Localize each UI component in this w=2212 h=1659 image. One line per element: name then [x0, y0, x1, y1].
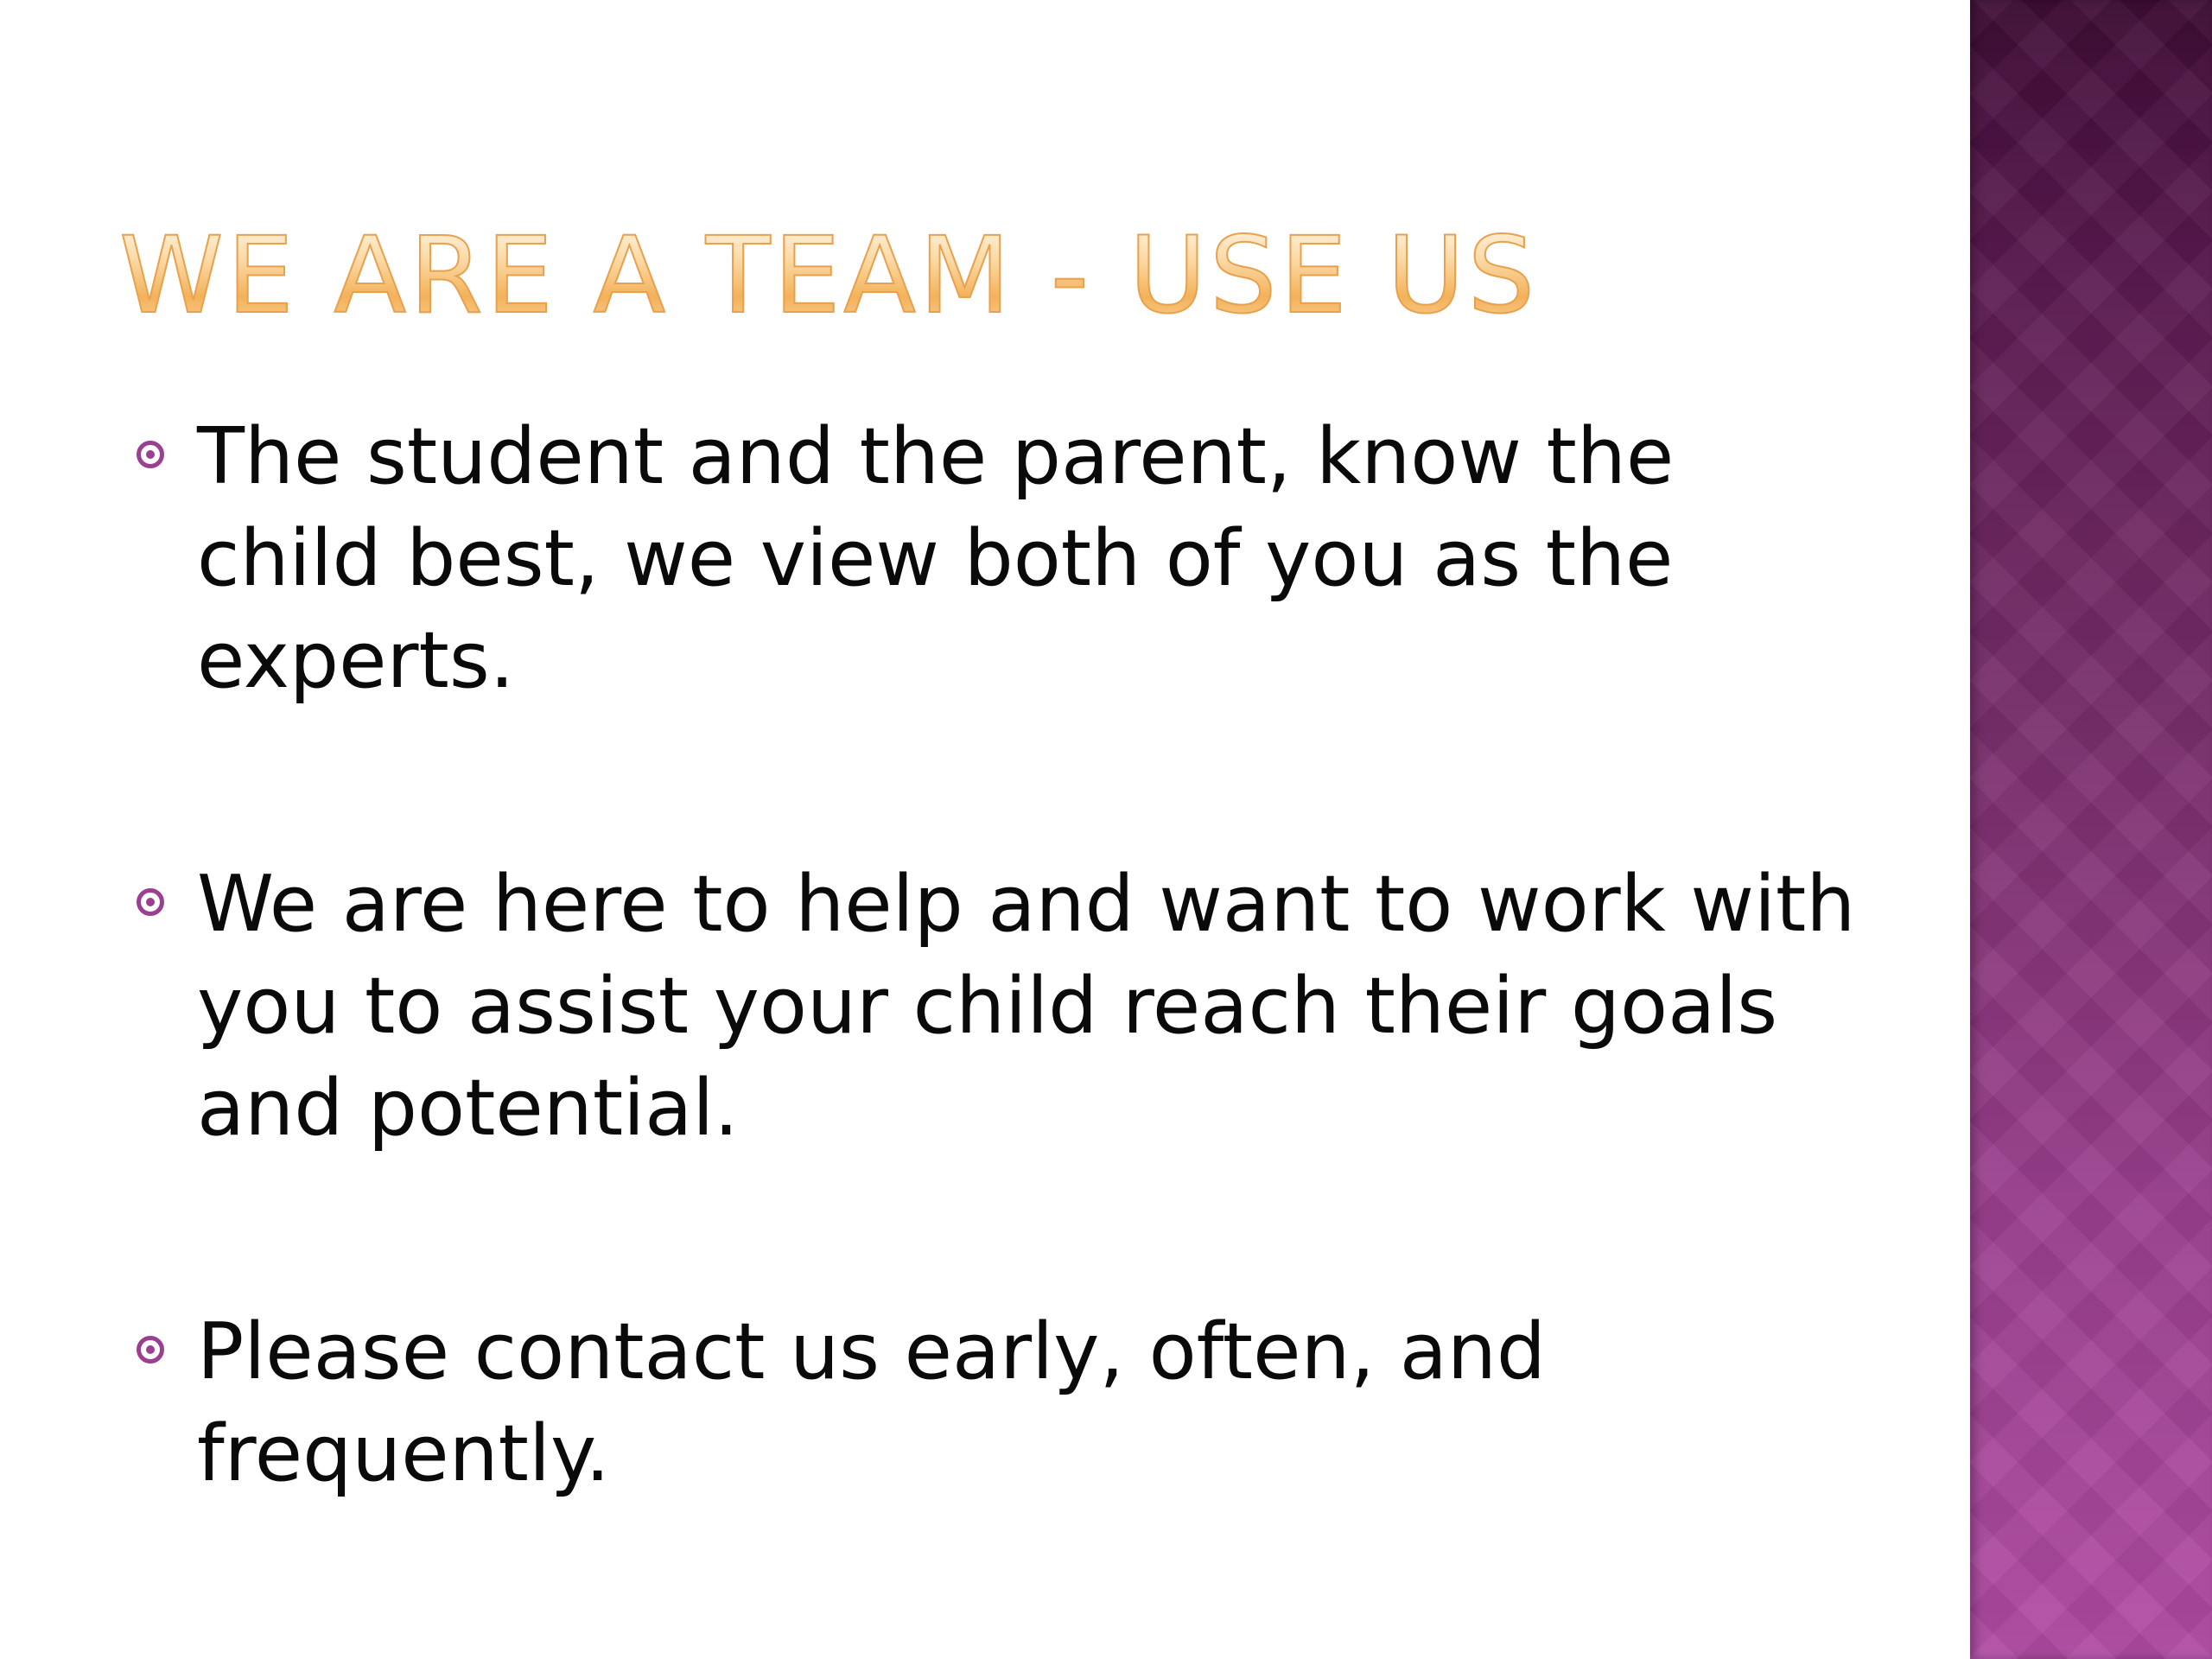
decorative-side-band	[1970, 0, 2212, 1659]
target-bullet-icon	[137, 888, 164, 916]
bullet-text: Please contact us early, often, and frequently.	[197, 1306, 1547, 1499]
target-bullet-icon	[137, 1336, 164, 1363]
bullet-text: We are here to help and want to work with you to assist your child reach their goals and potential.	[197, 859, 1856, 1154]
bullet-list	[137, 406, 1934, 1505]
slide-title: WE ARE A TEAM - USE US	[119, 214, 1539, 337]
bullet-text: The student and the parent, know the child best, we view both of you as the experts.	[197, 411, 1675, 706]
bullet-item	[137, 406, 1839, 712]
bullet-item	[137, 1301, 1839, 1505]
target-bullet-icon	[137, 441, 164, 468]
bullet-item	[137, 854, 1891, 1160]
